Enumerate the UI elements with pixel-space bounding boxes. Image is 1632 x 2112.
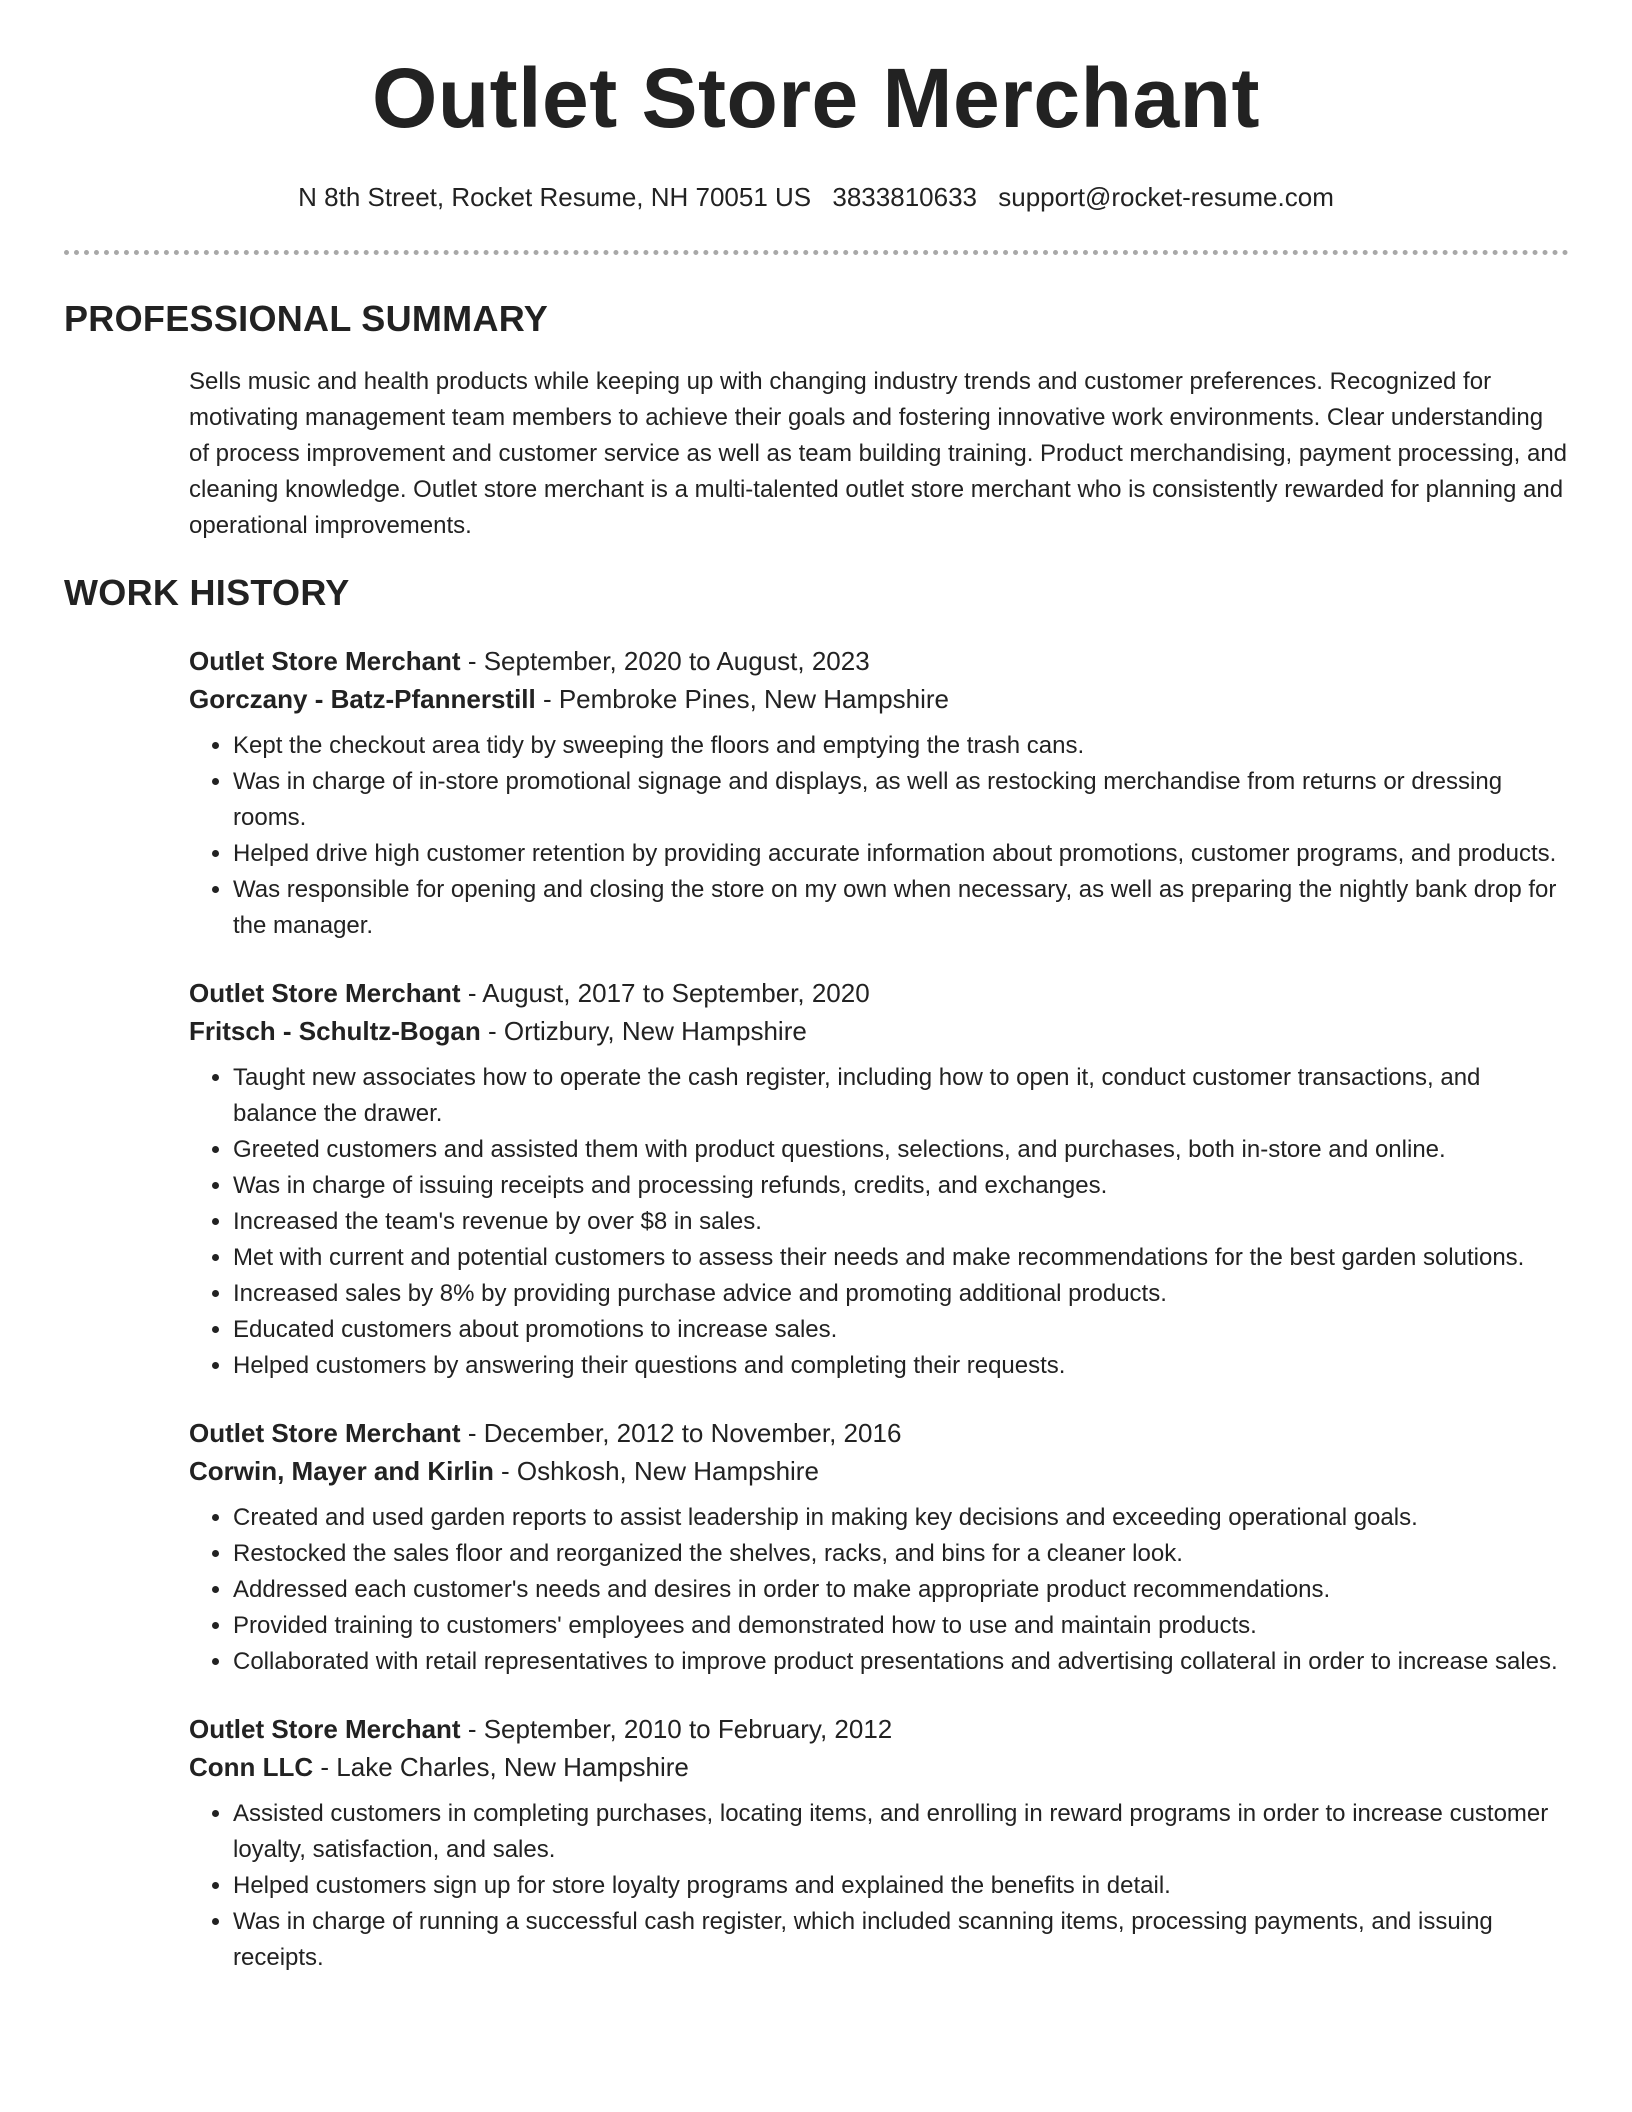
job-bullet: • Collaborated with retail representatives to improve product presentations and advertising collateral in order to increase sales. xyxy=(233,1644,1569,1680)
job-entry xyxy=(189,1414,1569,1680)
job-bullet: • Was responsible for opening and closing the store on my own when necessary, as well as preparing the nightly bank drop for the manager. xyxy=(233,872,1569,944)
job-company: Conn LLC xyxy=(189,1752,314,1782)
contact-line xyxy=(0,182,1632,213)
job-company-line xyxy=(189,680,1569,718)
job-company: Corwin, Mayer and Kirlin xyxy=(189,1456,494,1486)
job-company-line xyxy=(189,1012,1569,1050)
job-bullet: • Created and used garden reports to assist leadership in making key decisions and exceeding operational goals. xyxy=(233,1500,1569,1536)
header-divider xyxy=(64,250,1569,255)
job-bullet: • Helped customers by answering their questions and completing their requests. xyxy=(233,1348,1569,1384)
job-dates: - August, 2017 to September, 2020 xyxy=(460,978,870,1008)
job-entry xyxy=(189,1710,1569,1976)
job-list xyxy=(189,642,1569,2006)
job-bullet: • Assisted customers in completing purchases, locating items, and enrolling in reward programs in order to increase customer loyalty, satisfaction, and sales. xyxy=(233,1796,1569,1868)
job-company-line xyxy=(189,1452,1569,1490)
job-bullet: • Greeted customers and assisted them with product questions, selections, and purchases, both in-store and online. xyxy=(233,1132,1569,1168)
job-bullet: • Met with current and potential customers to assess their needs and make recommendations for the best garden solutions. xyxy=(233,1240,1569,1276)
summary-heading: PROFESSIONAL SUMMARY xyxy=(64,298,549,339)
job-title: Outlet Store Merchant xyxy=(189,978,461,1008)
job-company-line xyxy=(189,1748,1569,1786)
resume-name: Outlet Store Merchant xyxy=(372,51,1260,145)
job-location: - Oshkosh, New Hampshire xyxy=(493,1456,819,1486)
phone: 3833810633 xyxy=(832,182,977,212)
job-company: Gorczany - Batz-Pfannerstill xyxy=(189,684,536,714)
job-bullet: • Was in charge of in-store promotional signage and displays, as well as restocking merchandise from returns or dressing rooms. xyxy=(233,764,1569,836)
job-title-line xyxy=(189,642,1569,680)
job-bullet: • Was in charge of running a successful cash register, which included scanning items, processing payments, and issuing receipts. xyxy=(233,1904,1569,1976)
job-bullets xyxy=(189,1060,1569,1384)
job-bullet: • Kept the checkout area tidy by sweeping the floors and emptying the trash cans. xyxy=(233,728,1569,764)
summary-text: Sells music and health products while keeping up with changing industry trends and customer preferences. Recognized for motivating management team members to achieve their goals and fostering innovative work environments. Clear understanding of process improvement and customer service as well as team building training. Product merchandising, payment processing, and cleaning knowledge. Outlet store merchant is a multi-talented outlet store merchant who is consistently rewarded for planning and operational improvements. xyxy=(189,368,1568,539)
job-bullet: • Increased the team's revenue by over $8 in sales. xyxy=(233,1204,1569,1240)
job-bullet: • Taught new associates how to operate the cash register, including how to open it, conduct customer transactions, and balance the drawer. xyxy=(233,1060,1569,1132)
job-title: Outlet Store Merchant xyxy=(189,1418,461,1448)
job-entry xyxy=(189,974,1569,1384)
job-bullet: • Helped drive high customer retention by providing accurate information about promotions, customer programs, and products. xyxy=(233,836,1569,872)
job-title-line xyxy=(189,1710,1569,1748)
job-title-line xyxy=(189,974,1569,1012)
job-company: Fritsch - Schultz-Bogan xyxy=(189,1016,481,1046)
job-bullets xyxy=(189,1796,1569,1976)
job-bullets xyxy=(189,1500,1569,1680)
job-location: - Pembroke Pines, New Hampshire xyxy=(535,684,949,714)
job-bullet: • Helped customers sign up for store loyalty programs and explained the benefits in detail. xyxy=(233,1868,1569,1904)
job-title: Outlet Store Merchant xyxy=(189,1714,461,1744)
job-bullet: • Addressed each customer's needs and desires in order to make appropriate product recommendations. xyxy=(233,1572,1569,1608)
job-bullet: • Provided training to customers' employees and demonstrated how to use and maintain products. xyxy=(233,1608,1569,1644)
job-entry xyxy=(189,642,1569,944)
job-bullet: • Increased sales by 8% by providing purchase advice and promoting additional products. xyxy=(233,1276,1569,1312)
job-bullet: • Restocked the sales floor and reorganized the shelves, racks, and bins for a cleaner look. xyxy=(233,1536,1569,1572)
job-bullets xyxy=(189,728,1569,944)
job-title: Outlet Store Merchant xyxy=(189,646,461,676)
job-location: - Ortizbury, New Hampshire xyxy=(480,1016,807,1046)
job-dates: - September, 2010 to February, 2012 xyxy=(460,1714,893,1744)
work-history-heading: WORK HISTORY xyxy=(64,572,350,613)
address: N 8th Street, Rocket Resume, NH 70051 US xyxy=(298,182,812,212)
job-dates: - September, 2020 to August, 2023 xyxy=(460,646,870,676)
job-bullet: • Was in charge of issuing receipts and processing refunds, credits, and exchanges. xyxy=(233,1168,1569,1204)
job-location: - Lake Charles, New Hampshire xyxy=(313,1752,689,1782)
job-dates: - December, 2012 to November, 2016 xyxy=(460,1418,902,1448)
job-title-line xyxy=(189,1414,1569,1452)
email: support@rocket-resume.com xyxy=(998,182,1334,212)
job-bullet: • Educated customers about promotions to increase sales. xyxy=(233,1312,1569,1348)
